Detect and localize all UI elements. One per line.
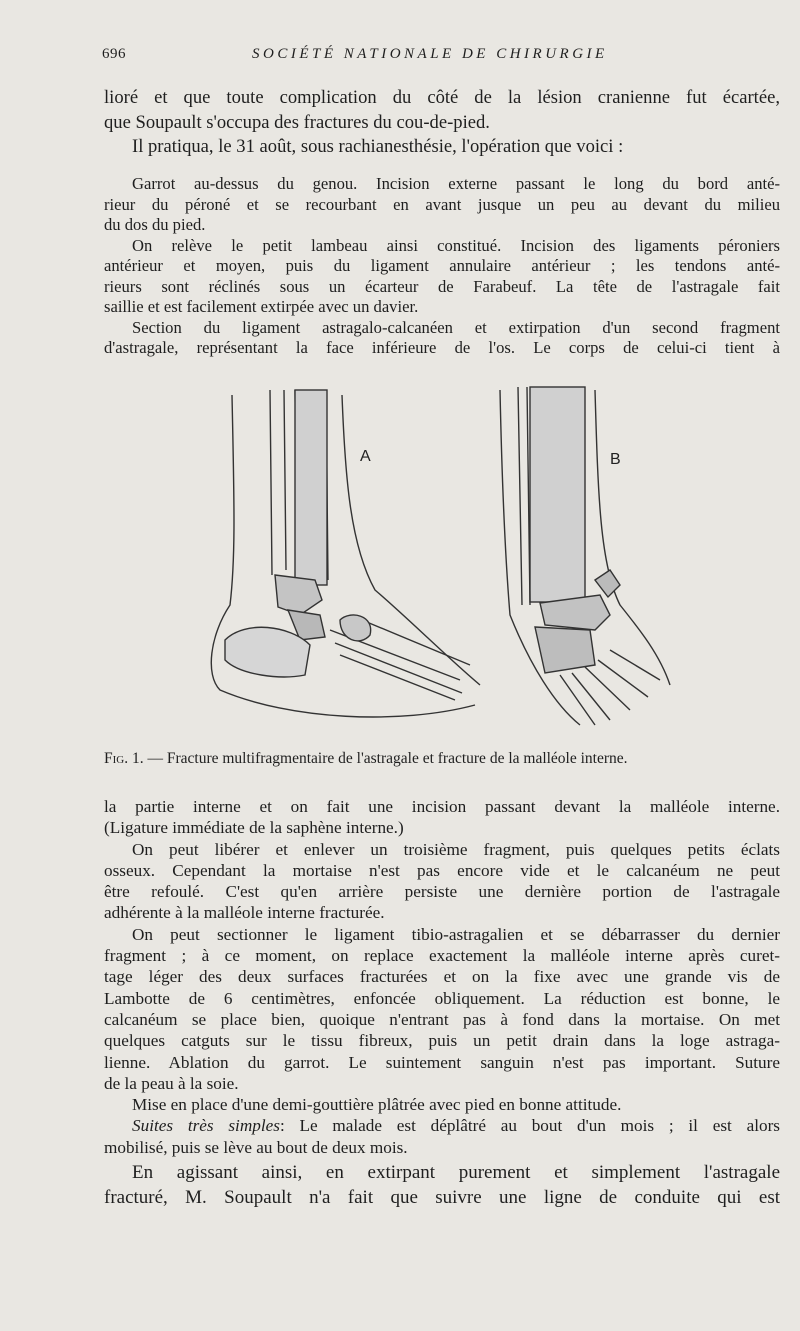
suites-line — [104, 1115, 780, 1136]
text-line: la partie interne et on fait une incision passant devant la malléole interne. — [104, 797, 780, 816]
running-title: SOCIÉTÉ NATIONALE DE CHIRURGIE — [252, 46, 608, 62]
page-header — [102, 44, 772, 68]
text-line: Section du ligament astragalo-calcanéen et extirpation d'un second fragment — [132, 317, 780, 337]
text-line: rieurs sont réclinés sous un écarteur de Farabeuf. La tête de l'astragale fait — [104, 276, 780, 296]
text-line: lioré et que toute complication du côté de la lésion cranienne fut écartée, — [104, 87, 780, 108]
text-line: rieur du péroné et se recourbant en avant jusque un peu au devant du milieu — [104, 194, 780, 214]
page-number: 696 — [102, 46, 126, 62]
text-line: que Soupault s'occupa des fractures du cou-de-pied. — [104, 111, 490, 133]
figure-label-a: A — [360, 448, 371, 465]
illustration-b — [500, 387, 670, 725]
caption-text: — Fracture multifragmentaire de l'astragale et fracture de la malléole interne. — [143, 750, 628, 767]
leg-outline-b-front — [595, 390, 670, 685]
operation-paragraph — [104, 174, 780, 359]
text-line: Garrot au-dessus du genou. Incision externe passant le long du bord anté- — [132, 174, 780, 193]
leg-outline-a-front — [342, 395, 480, 685]
text-line: Il pratiqua, le 31 août, sous rachianesthésie, l'opération que voici : — [132, 136, 624, 157]
fibula-b — [518, 387, 530, 605]
text-line: fragment ; à ce moment, on replace exactement la malléole interne après curet- — [104, 946, 780, 966]
figure-label-b: B — [610, 451, 621, 468]
text-line: adhérente à la malléole interne fracturée. — [104, 903, 385, 923]
calcaneus-b — [535, 627, 595, 673]
tibia-shaft-a — [295, 390, 327, 585]
text-line: Mise en place d'une demi-gouttière plâtrée avec pied en bonne attitude. — [132, 1095, 622, 1115]
text-line: quelques catguts sur le tissu fibreux, puis un petit drain dans la loge astraga- — [104, 1031, 780, 1051]
continuation-paragraph — [104, 796, 780, 1158]
text-line: (Ligature immédiate de la saphène interne.) — [104, 818, 404, 838]
text-line: d'astragale, représentant la face inférieure de l'os. Le corps de celui-ci tient à — [104, 338, 780, 357]
text-line: de la peau à la soie. — [104, 1073, 239, 1093]
figure-caption — [104, 750, 780, 768]
text-line: être refoulé. C'est qu'en arrière persiste une dernière portion de l'astragale — [104, 882, 780, 902]
intro-paragraph — [104, 86, 780, 160]
text-line: En agissant ainsi, en extirpant purement et simplement l'astragale — [132, 1162, 780, 1183]
text-line: On peut sectionner le ligament tibio-astragalien et se débarrasser du dernier — [132, 924, 780, 944]
text-line: Lambotte de 6 centimètres, enfoncée obliquement. La réduction est bonne, le — [104, 988, 780, 1008]
talus-fragment-a — [275, 575, 322, 615]
navicular-a — [340, 615, 371, 641]
figure-number: Fig. 1. — [104, 750, 144, 767]
text-line: antérieur et moyen, puis du ligament annulaire antérieur ; les tendons anté- — [104, 256, 780, 275]
tibia-b — [530, 387, 585, 602]
text-line: osseux. Cependant la mortaise n'est pas encore vide et le calcanéum ne peut — [104, 860, 780, 880]
text-line: tage léger des deux surfaces fracturées et on la fixe avec une grande vis de — [104, 967, 780, 987]
text-line: calcanéum se place bien, quoique n'entrant pas à fond dans la mortaise. On met — [104, 1009, 780, 1029]
text-line: fracturé, M. Soupault n'a fait que suivre une ligne de conduite qui est — [104, 1187, 780, 1208]
text-line: lienne. Ablation du garrot. Le suintement sanguin n'est pas important. Suture — [104, 1052, 780, 1072]
text-line: On peut libérer et enlever un troisième fragment, puis quelques petits éclats — [132, 839, 780, 859]
text-line: du dos du pied. — [104, 215, 206, 234]
suites-rest: : Le malade est déplâtré au bout d'un mois ; il est alors — [279, 1116, 780, 1136]
text-line: saillie et est facilement extirpée avec un davier. — [104, 297, 419, 316]
text-line: mobilisé, puis se lève au bout de deux mois. — [104, 1137, 408, 1157]
ankle-fracture-figure — [200, 375, 690, 745]
fibula-a — [270, 390, 286, 575]
text-line: On relève le petit lambeau ainsi constitué. Incision des ligaments péroniers — [132, 235, 780, 255]
closing-paragraph — [104, 1160, 780, 1210]
suites-italic: Suites très simples — [132, 1116, 280, 1136]
illustration-a — [211, 390, 480, 717]
malleolus-fragment-b — [595, 570, 620, 597]
